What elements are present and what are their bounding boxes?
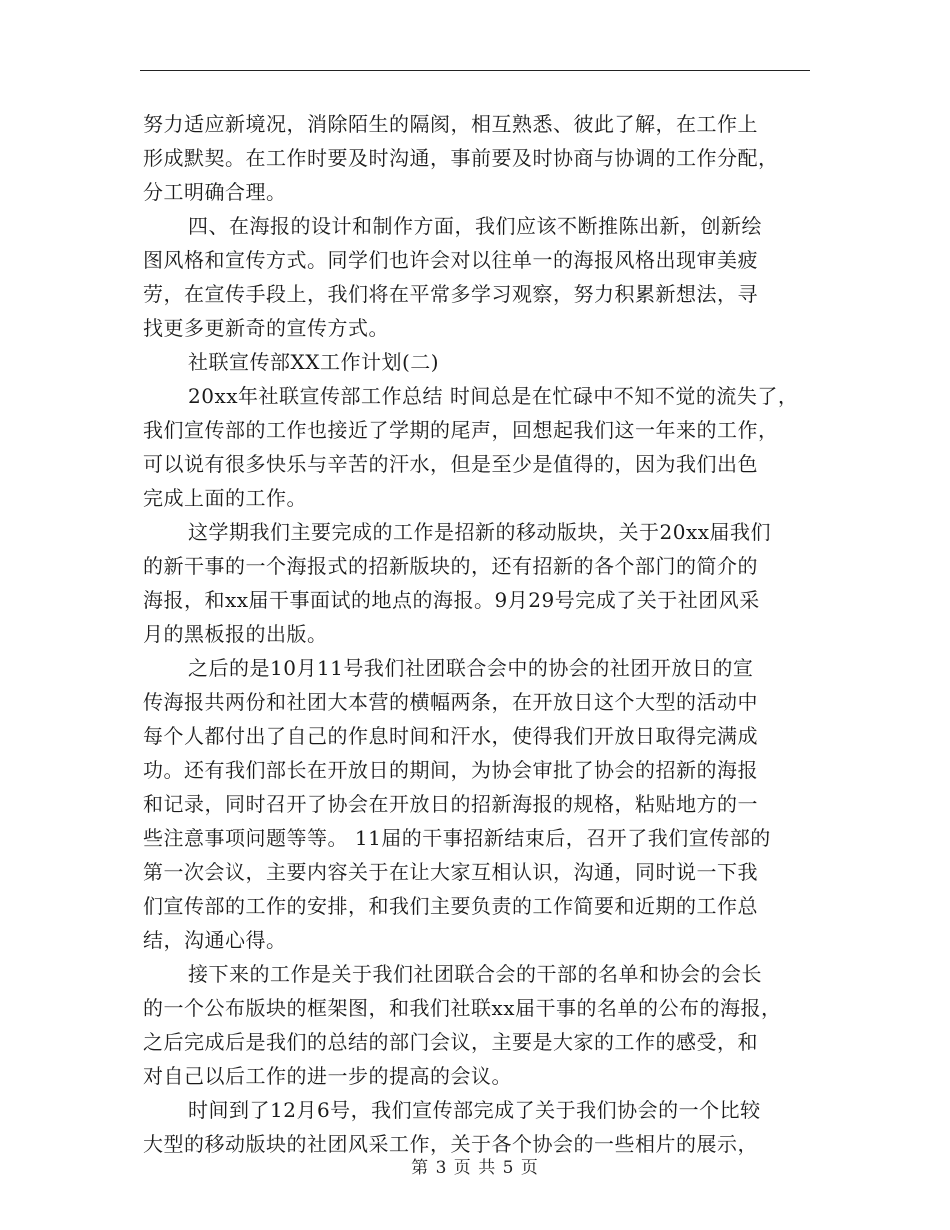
- text-line: 接下来的工作是关于我们社团联合会的干部的名单和协会的会长: [188, 962, 762, 986]
- text-line: 时间到了12月6号，我们宣传部完成了关于我们协会的一个比较: [188, 1098, 761, 1122]
- text-line: 图风格和宣传方式。同学们也许会对以往单一的海报风格出现审美疲: [143, 248, 758, 272]
- text-line: 的一个公布版块的框架图，和我们社联xx届干事的名单的公布的海报，: [143, 996, 782, 1020]
- text-line: 对自己以后工作的进一步的提高的会议。: [143, 1064, 512, 1088]
- text-line: 海报，和xx届干事面试的地点的海报。9月29号完成了关于社团风采: [143, 588, 760, 612]
- text-line: 四、在海报的设计和制作方面，我们应该不断推陈出新，创新绘: [188, 214, 762, 238]
- text-line: 功。还有我们部长在开放日的期间，为协会审批了协会的招新的海报: [143, 758, 758, 782]
- text-line: 之后的是10月11号我们社团联合会中的协会的社团开放日的宣: [188, 656, 754, 680]
- text-line: 这学期我们主要完成的工作是招新的移动版块，关于20xx届我们: [188, 520, 772, 544]
- text-line: 结，沟通心得。: [143, 928, 287, 952]
- text-line: 完成上面的工作。: [143, 486, 307, 510]
- text-line: 努力适应新境况，消除陌生的隔阂，相互熟悉、彼此了解，在工作上: [143, 112, 758, 136]
- text-line: 找更多更新奇的宣传方式。: [143, 316, 389, 340]
- text-line: 20xx年社联宣传部工作总结 时间总是在忙碌中不知不觉的流失了，: [188, 384, 799, 408]
- text-line: 分工明确合理。: [143, 180, 287, 204]
- text-line: 月的黑板报的出版。: [143, 622, 328, 646]
- document-body: [143, 107, 813, 1161]
- text-line: 可以说有很多快乐与辛苦的汗水，但是至少是值得的，因为我们出色: [143, 452, 758, 476]
- page-footer: 第 3 页 共 5 页: [411, 1158, 539, 1178]
- header-rule: [140, 70, 810, 71]
- text-line: 大型的移动版块的社团风采工作，关于各个协会的一些相片的展示，: [143, 1132, 758, 1156]
- text-line: 社联宣传部XX工作计划(二): [188, 350, 440, 374]
- text-line: 形成默契。在工作时要及时沟通，事前要及时协商与协调的工作分配，: [143, 146, 779, 170]
- text-line: 们宣传部的工作的安排，和我们主要负责的工作简要和近期的工作总: [143, 894, 758, 918]
- text-line: 第一次会议，主要内容关于在让大家互相认识，沟通，同时说一下我: [143, 860, 758, 884]
- text-line: 的新干事的一个海报式的招新版块的，还有招新的各个部门的简介的: [143, 554, 758, 578]
- text-line: 我们宣传部的工作也接近了学期的尾声，回想起我们这一年来的工作，: [143, 418, 779, 442]
- text-line: 每个人都付出了自己的作息时间和汗水，使得我们开放日取得完满成: [143, 724, 758, 748]
- text-line: 劳，在宣传手段上，我们将在平常多学习观察，努力积累新想法，寻: [143, 282, 758, 306]
- text-line: 之后完成后是我们的总结的部门会议，主要是大家的工作的感受，和: [143, 1030, 758, 1054]
- text-line: 些注意事项问题等等。 11届的干事招新结束后，召开了我们宣传部的: [143, 826, 771, 850]
- text-line: 传海报共两份和社团大本营的横幅两条，在开放日这个大型的活动中: [143, 690, 758, 714]
- text-line: 和记录，同时召开了协会在开放日的招新海报的规格，粘贴地方的一: [143, 792, 758, 816]
